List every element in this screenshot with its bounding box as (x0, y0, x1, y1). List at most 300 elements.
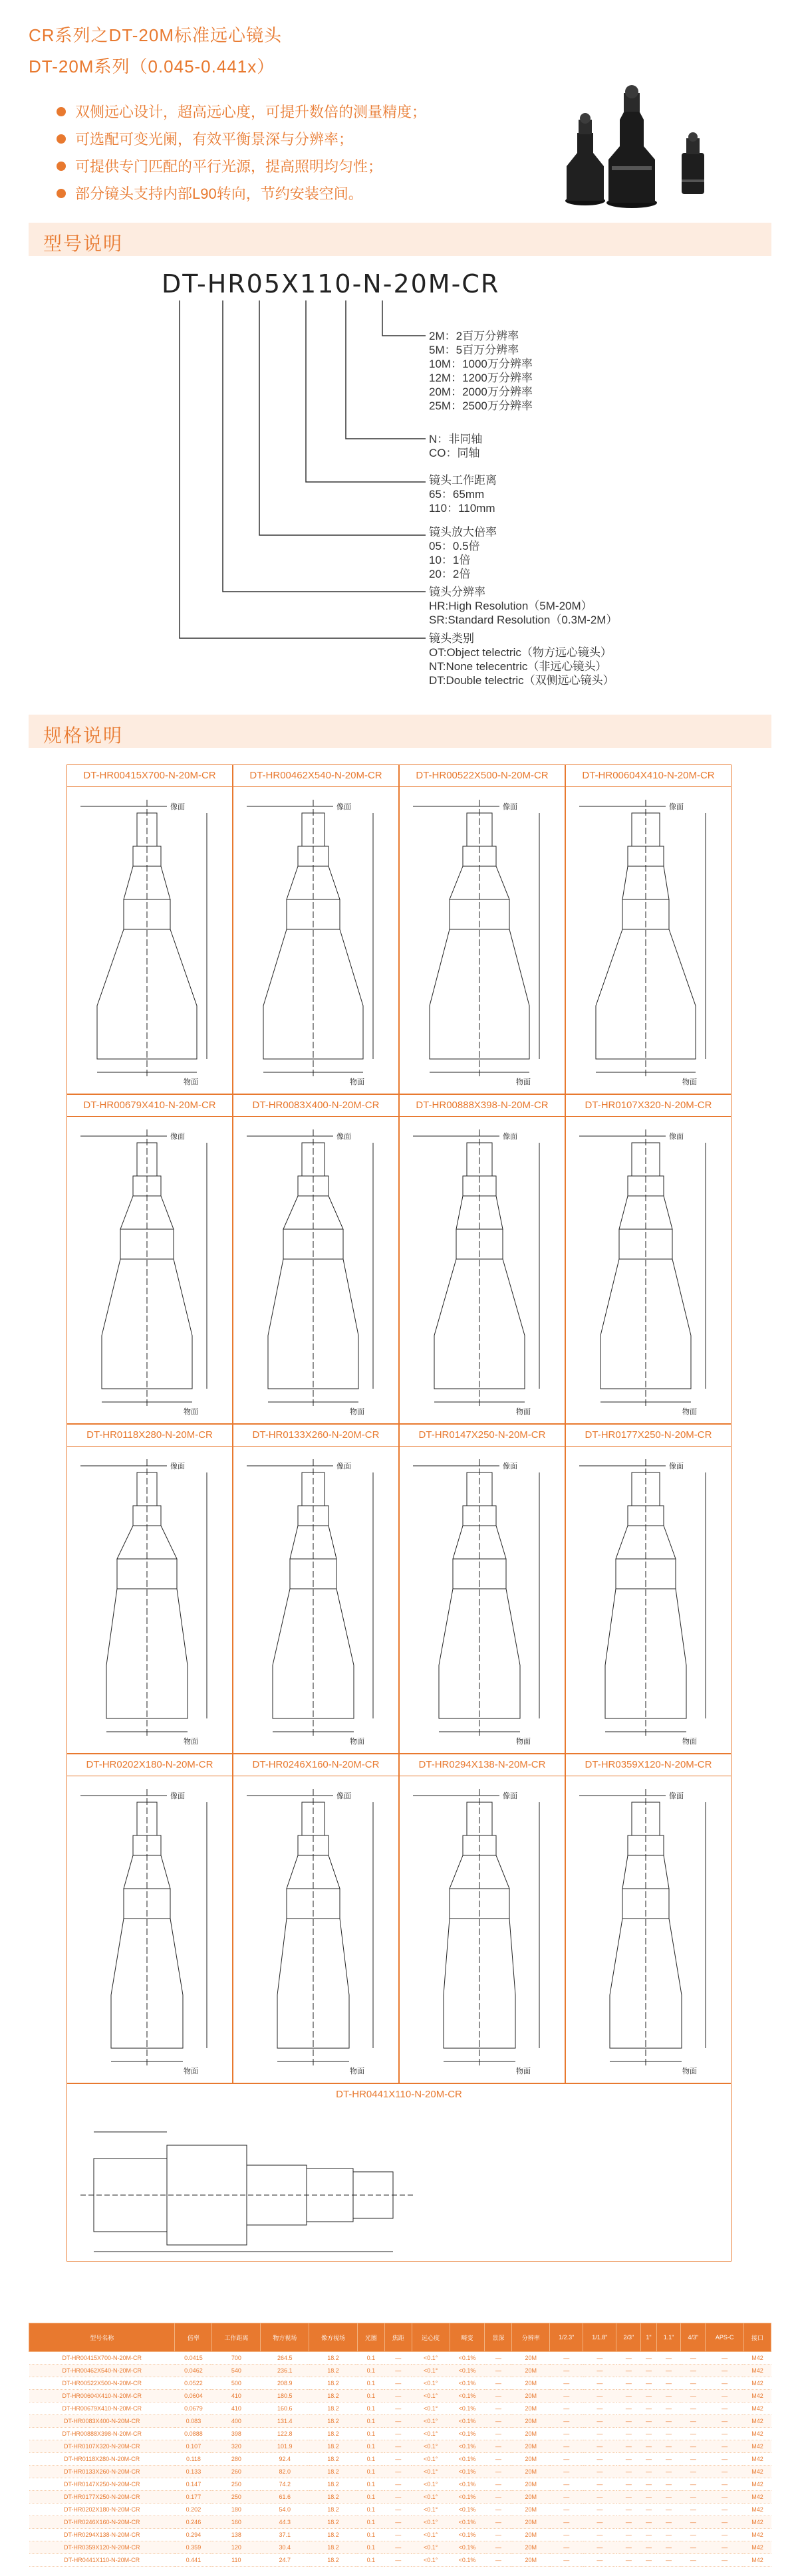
table-cell: DT-HR0107X320-N-20M-CR (29, 2440, 175, 2453)
table-cell: — (681, 2428, 706, 2440)
table-cell: 138 (212, 2529, 261, 2541)
lens-technical-drawing (566, 1776, 731, 2081)
table-row (29, 2554, 771, 2567)
table-cell: — (616, 2466, 641, 2478)
table-cell: 20M (512, 2365, 550, 2377)
table-cell: — (384, 2390, 412, 2402)
table-row (29, 2541, 771, 2554)
table-cell: 0.1 (357, 2428, 384, 2440)
feature-item: 双侧远心设计，超高远心度，可提升数倍的测量精度； (57, 98, 426, 126)
table-cell: 61.6 (261, 2491, 309, 2504)
table-cell: — (550, 2504, 583, 2516)
legend-line: 20：2倍 (429, 568, 471, 580)
object-side-label: 物面 (184, 1738, 198, 1746)
table-row (29, 2516, 771, 2529)
table-cell: — (550, 2478, 583, 2491)
image-side-label: 像面 (170, 803, 185, 811)
table-cell: — (583, 2390, 616, 2402)
table-cell: — (550, 2390, 583, 2402)
image-side-label: 像面 (503, 1133, 517, 1141)
table-cell: — (656, 2453, 681, 2466)
table-cell: — (384, 2529, 412, 2541)
product-photo (545, 80, 745, 213)
table-cell: M42 (744, 2478, 771, 2491)
table-cell: <0.1% (450, 2428, 485, 2440)
table-cell: 18.2 (309, 2516, 358, 2529)
table-cell: DT-HR0294X138-N-20M-CR (29, 2529, 175, 2541)
table-cell: — (681, 2491, 706, 2504)
table-cell: <0.1° (412, 2478, 450, 2491)
table-cell: — (583, 2415, 616, 2428)
legend-line: OT:Object telectric（物方远心镜头） (429, 646, 612, 659)
table-cell: DT-HR0202X180-N-20M-CR (29, 2504, 175, 2516)
table-cell: 250 (212, 2478, 261, 2491)
table-cell: — (641, 2402, 656, 2415)
table-cell: M42 (744, 2365, 771, 2377)
table-cell: M42 (744, 2440, 771, 2453)
table-cell: M42 (744, 2352, 771, 2365)
lens-technical-drawing (400, 786, 565, 1092)
lens-technical-drawing (233, 786, 398, 1092)
table-cell: — (616, 2377, 641, 2390)
legend-line: 05：0.5倍 (429, 540, 480, 552)
legend-resolution-class (429, 585, 617, 627)
table-cell: — (681, 2529, 706, 2541)
legend-line: 110：110mm (429, 502, 495, 515)
table-cell: M42 (744, 2402, 771, 2415)
section-header-model (29, 223, 771, 256)
table-cell: <0.1% (450, 2415, 485, 2428)
table-cell: — (550, 2516, 583, 2529)
table-cell: — (656, 2377, 681, 2390)
lens-model-caption: DT-HR0359X120-N-20M-CR (566, 1754, 731, 1776)
table-cell: — (583, 2453, 616, 2466)
table-cell: 0.1 (357, 2491, 384, 2504)
table-cell: — (485, 2440, 512, 2453)
table-cell: 0.1 (357, 2504, 384, 2516)
table-cell: 18.2 (309, 2428, 358, 2440)
table-cell: 0.107 (175, 2440, 212, 2453)
lens-model-caption: DT-HR0083X400-N-20M-CR (233, 1095, 398, 1117)
image-side-label: 像面 (669, 1133, 684, 1141)
table-cell: 20M (512, 2402, 550, 2415)
table-cell: <0.1% (450, 2402, 485, 2415)
table-cell: <0.1° (412, 2402, 450, 2415)
table-cell: — (616, 2478, 641, 2491)
table-cell: <0.1° (412, 2352, 450, 2365)
table-cell: 18.2 (309, 2529, 358, 2541)
lens-model-caption: DT-HR0294X138-N-20M-CR (400, 1754, 565, 1776)
lens-technical-drawing (400, 1776, 565, 2081)
legend-lens-type (429, 632, 614, 687)
legend-line: 20M：2000万分辨率 (429, 386, 533, 398)
legend-line: 12M：1200万分辨率 (429, 372, 533, 384)
object-side-label: 物面 (184, 1078, 198, 1086)
table-cell: 20M (512, 2428, 550, 2440)
lens-model-caption: DT-HR00462X540-N-20M-CR (233, 765, 398, 787)
table-cell: 0.1 (357, 2365, 384, 2377)
legend-line: 镜头分辨率 (429, 586, 485, 598)
table-cell: DT-HR00462X540-N-20M-CR (29, 2365, 175, 2377)
table-cell: 0.147 (175, 2478, 212, 2491)
page-title: CR系列之DT-20M标准远心镜头 (29, 25, 283, 45)
table-cell: 20M (512, 2516, 550, 2529)
table-cell: — (641, 2541, 656, 2554)
object-side-label: 物面 (516, 1408, 531, 1416)
table-row (29, 2415, 771, 2428)
table-cell: <0.1° (412, 2390, 450, 2402)
table-cell: — (384, 2415, 412, 2428)
table-cell: — (706, 2365, 744, 2377)
table-cell: <0.1° (412, 2491, 450, 2504)
table-cell: — (641, 2415, 656, 2428)
table-row (29, 2440, 771, 2453)
object-side-label: 物面 (184, 2067, 198, 2075)
table-cell: 320 (212, 2440, 261, 2453)
table-cell: 180.5 (261, 2390, 309, 2402)
legend-working-distance (429, 473, 497, 515)
table-cell: — (550, 2352, 583, 2365)
table-cell: — (550, 2415, 583, 2428)
legend-coaxial (429, 432, 482, 460)
table-cell: 18.2 (309, 2440, 358, 2453)
table-row (29, 2428, 771, 2440)
table-cell: — (485, 2365, 512, 2377)
table-cell: — (656, 2491, 681, 2504)
table-cell: — (656, 2365, 681, 2377)
table-cell: — (656, 2478, 681, 2491)
image-side-label: 像面 (503, 1792, 517, 1800)
table-cell: — (583, 2352, 616, 2365)
table-cell: DT-HR0441X110-N-20M-CR (29, 2554, 175, 2567)
table-cell: — (384, 2516, 412, 2529)
table-cell: — (706, 2402, 744, 2415)
table-cell: — (616, 2390, 641, 2402)
table-cell: DT-HR00522X500-N-20M-CR (29, 2377, 175, 2390)
table-cell: — (706, 2428, 744, 2440)
table-cell: M42 (744, 2516, 771, 2529)
table-cell: — (583, 2428, 616, 2440)
table-cell: — (681, 2478, 706, 2491)
table-header-cell: 1.1" (656, 2323, 681, 2352)
table-cell: DT-HR0147X250-N-20M-CR (29, 2478, 175, 2491)
table-cell: — (583, 2504, 616, 2516)
table-cell: — (706, 2453, 744, 2466)
table-header-cell: 光圈 (357, 2323, 384, 2352)
table-cell: 18.2 (309, 2491, 358, 2504)
table-cell: — (656, 2415, 681, 2428)
table-cell: — (681, 2554, 706, 2567)
table-row (29, 2390, 771, 2402)
lens-technical-drawing (400, 1446, 565, 1752)
table-cell: — (641, 2529, 656, 2541)
table-cell: — (641, 2365, 656, 2377)
table-cell: 20M (512, 2377, 550, 2390)
table-cell: 280 (212, 2453, 261, 2466)
table-cell: 0.1 (357, 2352, 384, 2365)
table-cell: 20M (512, 2554, 550, 2567)
table-cell: 260 (212, 2466, 261, 2478)
table-cell: — (384, 2440, 412, 2453)
table-cell: 20M (512, 2541, 550, 2554)
table-cell: 0.441 (175, 2554, 212, 2567)
table-row (29, 2491, 771, 2504)
lens-medium-icon (565, 113, 605, 205)
lens-drawing-cell (66, 2083, 732, 2262)
feature-list (57, 98, 426, 207)
table-cell: 0.1 (357, 2478, 384, 2491)
table-cell: <0.1° (412, 2541, 450, 2554)
table-cell: DT-HR0177X250-N-20M-CR (29, 2491, 175, 2504)
table-cell: <0.1° (412, 2377, 450, 2390)
table-cell: M42 (744, 2390, 771, 2402)
table-cell: — (616, 2504, 641, 2516)
table-cell: — (485, 2390, 512, 2402)
table-cell: — (641, 2440, 656, 2453)
table-cell: 160.6 (261, 2402, 309, 2415)
table-cell: — (681, 2453, 706, 2466)
lens-technical-drawing (233, 1446, 398, 1752)
table-cell: — (616, 2491, 641, 2504)
table-cell: — (706, 2440, 744, 2453)
table-header-cell: 1" (641, 2323, 656, 2352)
table-cell: 18.2 (309, 2541, 358, 2554)
table-cell: — (656, 2529, 681, 2541)
table-cell: M42 (744, 2541, 771, 2554)
table-cell: — (485, 2415, 512, 2428)
legend-line: HR:High Resolution（5M-20M） (429, 600, 593, 612)
legend-line: 65：65mm (429, 488, 485, 501)
table-cell: — (384, 2466, 412, 2478)
table-cell: 0.083 (175, 2415, 212, 2428)
legend-line: 镜头类别 (429, 632, 474, 645)
table-cell: 101.9 (261, 2440, 309, 2453)
table-header-cell: 景深 (485, 2323, 512, 2352)
table-cell: 180 (212, 2504, 261, 2516)
table-cell: — (384, 2453, 412, 2466)
lens-drawing-cell (399, 764, 565, 1094)
table-cell: 20M (512, 2529, 550, 2541)
model-decoder-lines (0, 293, 798, 665)
lens-technical-drawing (67, 1776, 232, 2081)
table-cell: 0.0604 (175, 2390, 212, 2402)
table-cell: <0.1% (450, 2491, 485, 2504)
table-cell: M42 (744, 2415, 771, 2428)
lens-drawing-cell (233, 1424, 399, 1754)
table-cell: — (656, 2390, 681, 2402)
table-cell: — (681, 2541, 706, 2554)
lens-technical-drawing (67, 1446, 232, 1752)
lens-drawing-cell (565, 1094, 732, 1424)
spec-table (29, 2323, 771, 2567)
table-cell: 0.1 (357, 2440, 384, 2453)
table-cell: <0.1° (412, 2428, 450, 2440)
table-cell: 0.0888 (175, 2428, 212, 2440)
table-cell: — (616, 2402, 641, 2415)
legend-resolution (429, 329, 533, 413)
table-cell: — (583, 2516, 616, 2529)
table-cell: 20M (512, 2504, 550, 2516)
legend-line: 25M：2500万分辨率 (429, 400, 533, 412)
table-cell: <0.1% (450, 2377, 485, 2390)
table-cell: 0.177 (175, 2491, 212, 2504)
image-side-label: 像面 (170, 1133, 185, 1141)
table-cell: <0.1% (450, 2352, 485, 2365)
lens-large-icon (606, 85, 657, 208)
table-header-cell: 工作距离 (212, 2323, 261, 2352)
table-cell: — (485, 2402, 512, 2415)
table-cell: M42 (744, 2453, 771, 2466)
image-side-label: 像面 (336, 1792, 351, 1800)
table-cell: — (681, 2365, 706, 2377)
object-side-label: 物面 (682, 2067, 697, 2075)
object-side-label: 物面 (516, 1078, 531, 1086)
table-row (29, 2453, 771, 2466)
lens-model-caption: DT-HR00604X410-N-20M-CR (566, 765, 731, 787)
table-header-cell: 2/3" (616, 2323, 641, 2352)
table-cell: 20M (512, 2415, 550, 2428)
legend-line: 镜头放大倍率 (429, 526, 497, 538)
table-row (29, 2402, 771, 2415)
table-cell: — (641, 2390, 656, 2402)
table-cell: — (641, 2491, 656, 2504)
table-cell: — (641, 2516, 656, 2529)
table-cell: 120 (212, 2541, 261, 2554)
table-cell: 0.1 (357, 2466, 384, 2478)
table-cell: — (550, 2440, 583, 2453)
table-cell: DT-HR00604X410-N-20M-CR (29, 2390, 175, 2402)
legend-line: 镜头工作距离 (429, 474, 497, 487)
lens-drawing-cell (565, 1754, 732, 2083)
object-side-label: 物面 (350, 1408, 364, 1416)
lens-model-caption: DT-HR00679X410-N-20M-CR (67, 1095, 232, 1117)
table-cell: — (384, 2554, 412, 2567)
table-cell: <0.1% (450, 2554, 485, 2567)
table-cell: 264.5 (261, 2352, 309, 2365)
table-cell: 0.0415 (175, 2352, 212, 2365)
table-cell: 110 (212, 2554, 261, 2567)
table-cell: — (681, 2504, 706, 2516)
lens-model-caption: DT-HR0441X110-N-20M-CR (336, 2089, 462, 2100)
section-title: 型号说明 (43, 233, 124, 254)
table-cell: — (616, 2415, 641, 2428)
table-cell: 0.1 (357, 2554, 384, 2567)
lens-drawing-cell (66, 1094, 233, 1424)
table-cell: 18.2 (309, 2365, 358, 2377)
table-cell: — (384, 2541, 412, 2554)
table-cell: — (706, 2504, 744, 2516)
table-cell: 82.0 (261, 2466, 309, 2478)
object-side-label: 物面 (350, 2067, 364, 2075)
lens-technical-drawing (233, 1776, 398, 2081)
lens-technical-drawing (566, 1446, 731, 1752)
lens-technical-drawing (233, 1116, 398, 1422)
table-header-cell: APS-C (706, 2323, 744, 2352)
table-cell: 18.2 (309, 2377, 358, 2390)
lens-drawing-cell (399, 1754, 565, 2083)
table-cell: 122.8 (261, 2428, 309, 2440)
legend-line: CO：同轴 (429, 447, 480, 459)
image-side-label: 像面 (336, 803, 351, 811)
table-cell: — (706, 2529, 744, 2541)
table-cell: — (583, 2554, 616, 2567)
table-cell: — (384, 2504, 412, 2516)
table-cell: <0.1° (412, 2440, 450, 2453)
legend-line: 2M：2百万分辨率 (429, 330, 519, 342)
table-cell: — (706, 2352, 744, 2365)
table-cell: — (485, 2504, 512, 2516)
table-cell: 236.1 (261, 2365, 309, 2377)
table-cell: — (616, 2428, 641, 2440)
table-cell: <0.1° (412, 2529, 450, 2541)
table-cell: 20M (512, 2478, 550, 2491)
table-cell: — (384, 2402, 412, 2415)
table-row (29, 2377, 771, 2390)
lens-drawing-cell (66, 1424, 233, 1754)
table-cell: — (550, 2377, 583, 2390)
table-cell: — (681, 2516, 706, 2529)
legend-line: 5M：5百万分辨率 (429, 344, 519, 356)
table-cell: — (706, 2466, 744, 2478)
lens-technical-drawing (67, 1116, 232, 1422)
lens-model-caption: DT-HR0133X260-N-20M-CR (233, 1425, 398, 1447)
table-cell: 398 (212, 2428, 261, 2440)
section-title: 规格说明 (43, 725, 124, 746)
table-cell: — (641, 2377, 656, 2390)
table-cell: — (583, 2478, 616, 2491)
series-subtitle: DT-20M系列（0.045-0.441x） (29, 57, 275, 76)
table-cell: 0.1 (357, 2390, 384, 2402)
lens-technical-drawing (566, 786, 731, 1092)
object-side-label: 物面 (350, 1738, 364, 1746)
table-cell: 18.2 (309, 2504, 358, 2516)
lens-drawing-cell (233, 764, 399, 1094)
table-header-cell: 像方视场 (309, 2323, 358, 2352)
table-header-cell: 物方视场 (261, 2323, 309, 2352)
table-cell: — (616, 2529, 641, 2541)
table-cell: — (681, 2352, 706, 2365)
table-cell: 44.3 (261, 2516, 309, 2529)
table-cell: 20M (512, 2491, 550, 2504)
table-cell: — (485, 2541, 512, 2554)
table-cell: <0.1° (412, 2554, 450, 2567)
table-cell: — (681, 2377, 706, 2390)
table-cell: DT-HR0118X280-N-20M-CR (29, 2453, 175, 2466)
table-header-cell: 4/3" (681, 2323, 706, 2352)
lens-model-caption: DT-HR0147X250-N-20M-CR (400, 1425, 565, 1447)
table-cell: — (641, 2504, 656, 2516)
lens-model-caption: DT-HR0246X160-N-20M-CR (233, 1754, 398, 1776)
table-cell: — (706, 2415, 744, 2428)
table-cell: M42 (744, 2491, 771, 2504)
image-side-label: 像面 (170, 1463, 185, 1470)
lens-model-caption: DT-HR0107X320-N-20M-CR (566, 1095, 731, 1117)
table-cell: <0.1% (450, 2516, 485, 2529)
table-cell: 37.1 (261, 2529, 309, 2541)
table-cell: 18.2 (309, 2352, 358, 2365)
table-cell: — (616, 2516, 641, 2529)
table-cell: 74.2 (261, 2478, 309, 2491)
table-cell: DT-HR0246X160-N-20M-CR (29, 2516, 175, 2529)
object-side-label: 物面 (350, 1078, 364, 1086)
lens-model-caption: DT-HR00888X398-N-20M-CR (400, 1095, 565, 1117)
table-cell: — (550, 2554, 583, 2567)
table-cell: <0.1% (450, 2529, 485, 2541)
table-cell: <0.1° (412, 2516, 450, 2529)
table-cell: — (485, 2453, 512, 2466)
table-cell: — (550, 2428, 583, 2440)
section-header-spec (29, 715, 771, 748)
